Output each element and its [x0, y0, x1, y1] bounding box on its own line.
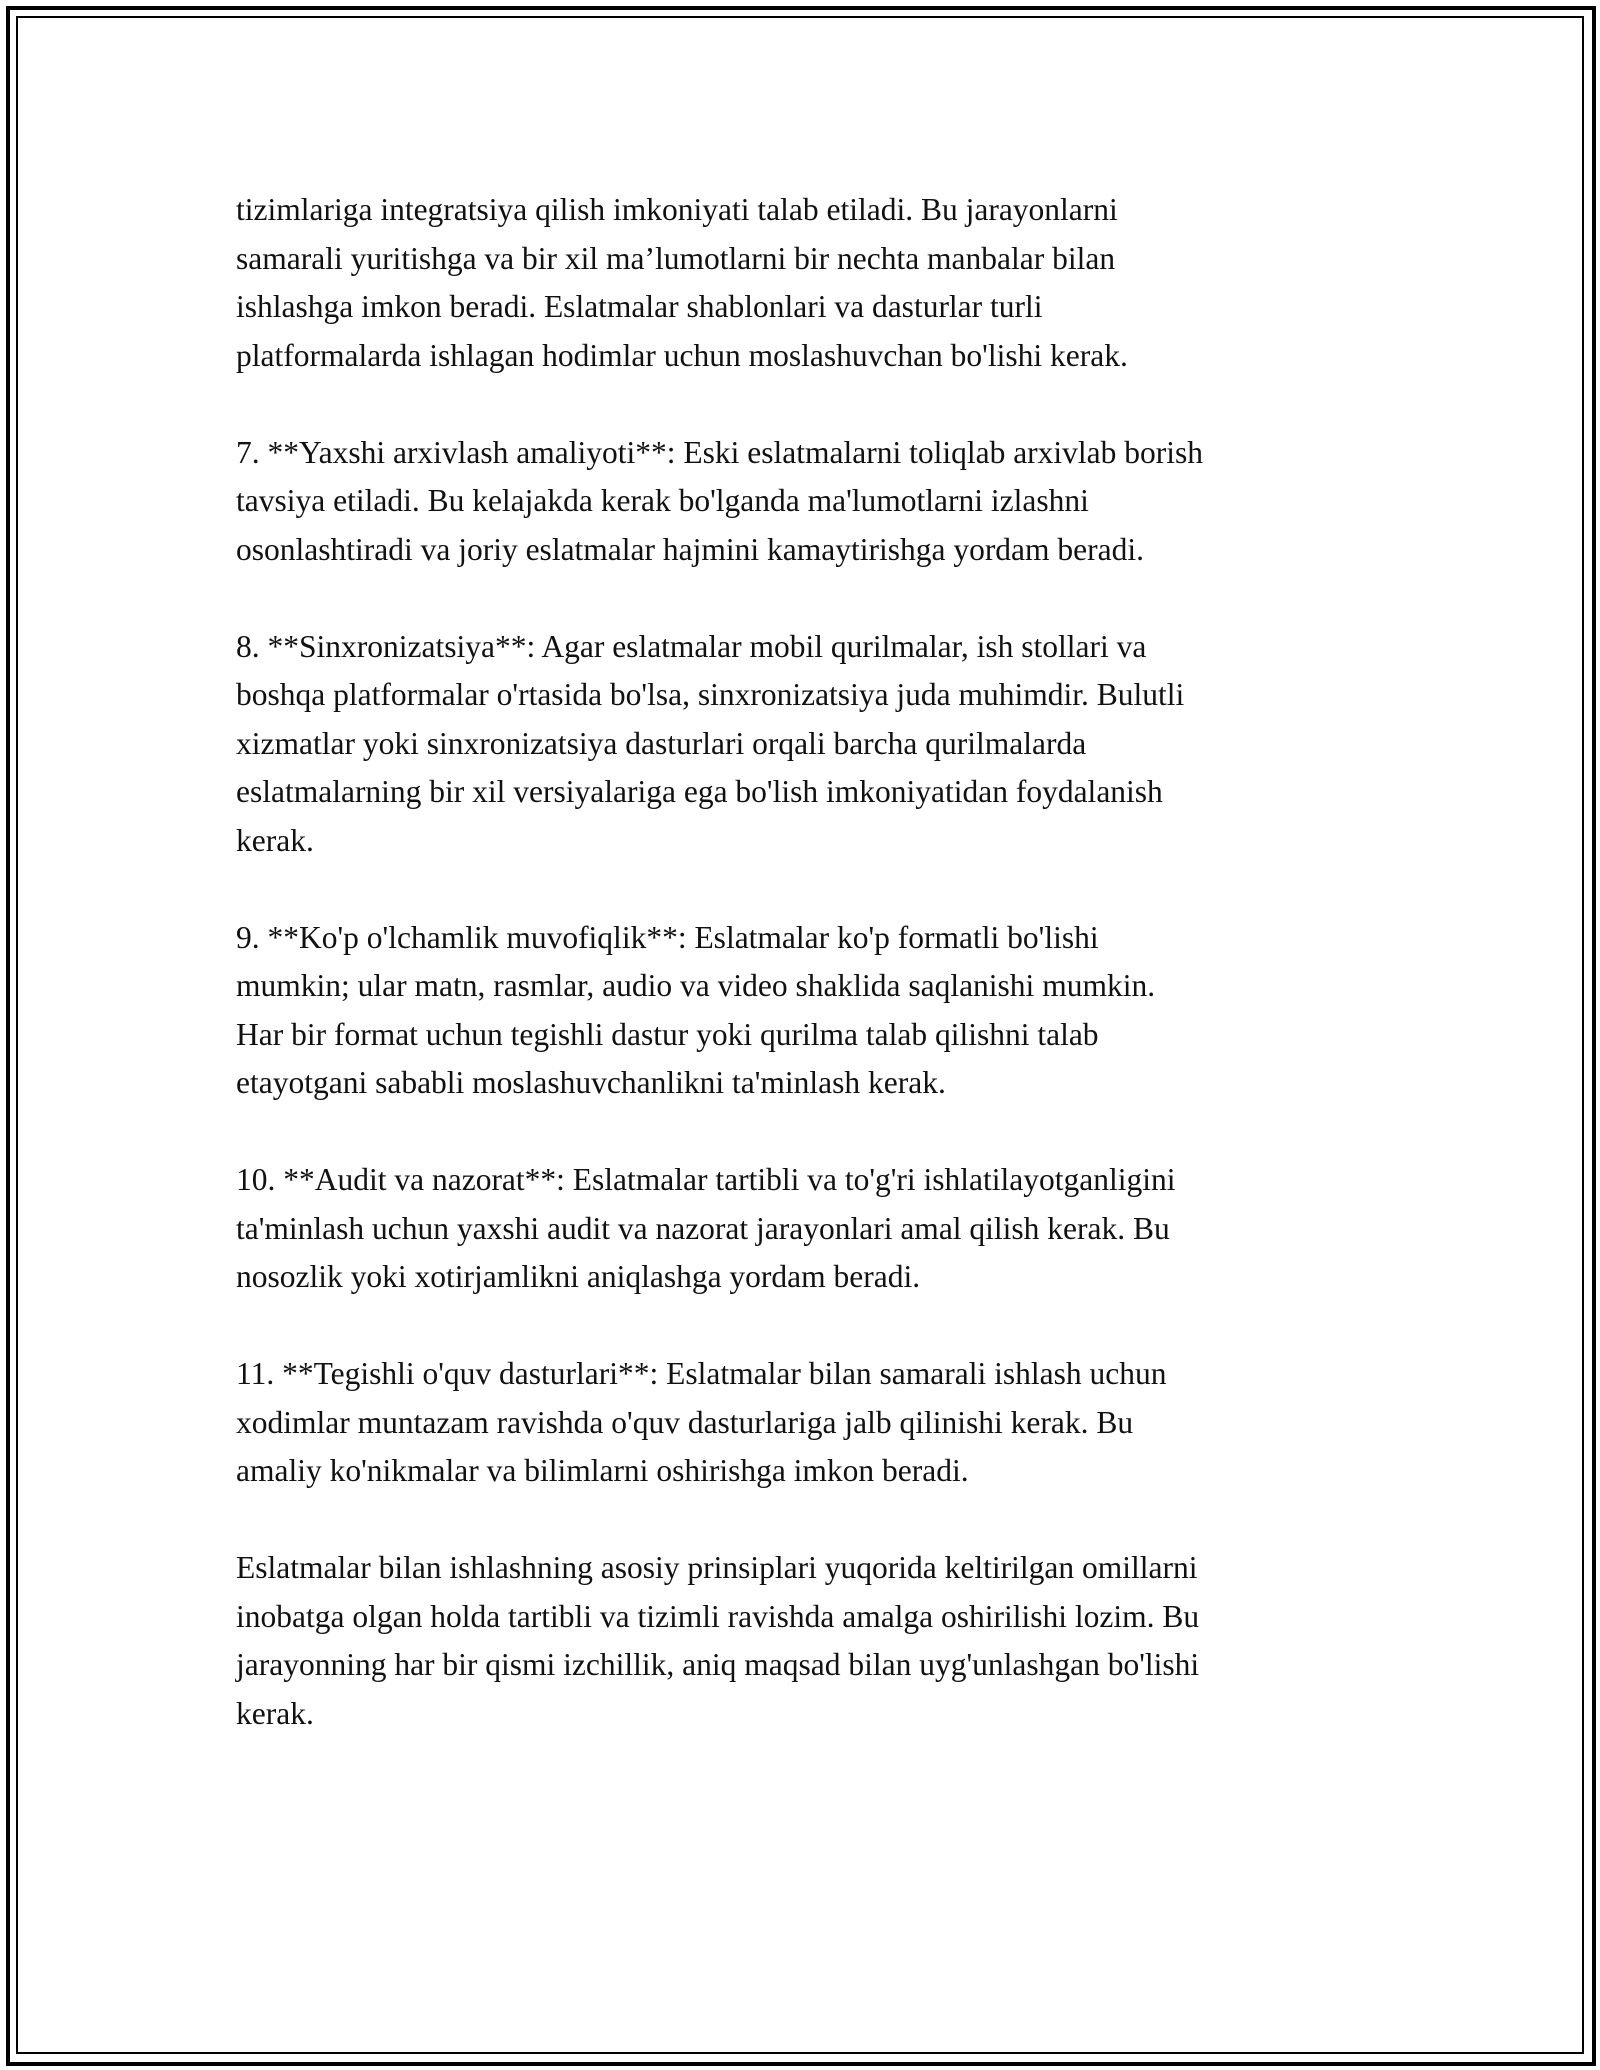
paragraph-item-11: 11. **Tegishli o'quv dasturlari**: Eslatmalar bilan samarali ishlash uchun xodimlar muntazam ravishda o'quv dasturlariga jalb qilinishi kerak. Bu amaliy ko'nikmalar va bilimlarni oshirishga imkon beradi. [236, 1356, 1167, 1488]
paragraph-item-8: 8. **Sinxronizatsiya**: Agar eslatmalar mobil qurilmalar, ish stollari va boshqa platformalar o'rtasida bo'lsa, sinxronizatsiya juda muhimdir. Bulutli xizmatlar yoki sinxronizatsiya dasturlari orqali barcha qurilmalarda eslatmalarning bir xil versiyalariga ega bo'lish imkoniyatidan foydalanish kerak. [236, 628, 1185, 858]
paragraph-item-7: 7. **Yaxshi arxivlash amaliyoti**: Eski eslatmalarni toliqlab arxivlab borish tavsiya etiladi. Bu kelajakda kerak bo'lganda ma'lumotlarni izlashni osonlashtiradi va joriy eslatmalar hajmini kamaytirishga yordam beradi. [236, 434, 1204, 567]
paragraph-intro-continuation: tizimlariga integratsiya qilish imkoniyati talab etiladi. Bu jarayonlarni samarali yuritishga va bir xil ma’lumotlarni bir nechta manbalar bilan ishlashga imkon beradi. Eslatmalar shablonlari va dasturlar turli platformalarda ishlagan hodimlar uchun moslashuvchan bo'lishi kerak. [236, 192, 1128, 373]
paragraph-item-9: 9. **Ko'p o'lchamlik muvofiqlik**: Eslatmalar ko'p formatli bo'lishi mumkin; ular matn, rasmlar, audio va video shaklida saqlanishi mumkin. Har bir format uchun tegishli dastur yoki qurilma talab qilishni talab etayotgani sababli moslashuvchanlikni ta'minlash kerak. [236, 919, 1156, 1100]
paragraph-conclusion: Eslatmalar bilan ishlashning asosiy prinsiplari yuqorida keltirilgan omillarni inobatga olgan holda tartibli va tizimli ravishda amalga oshirilishi lozim. Bu jarayonning har bir qismi izchillik, aniq maqsad bilan uyg'unlashgan bo'lishi kerak. [236, 1550, 1200, 1731]
document-body [236, 186, 1406, 1738]
paragraph-item-10: 10. **Audit va nazorat**: Eslatmalar tartibli va to'g'ri ishlatilayotganligini ta'minlash uchun yaxshi audit va nazorat jarayonlari amal qilish kerak. Bu nosozlik yoki xotirjamlikni aniqlashga yordam beradi. [236, 1162, 1176, 1294]
